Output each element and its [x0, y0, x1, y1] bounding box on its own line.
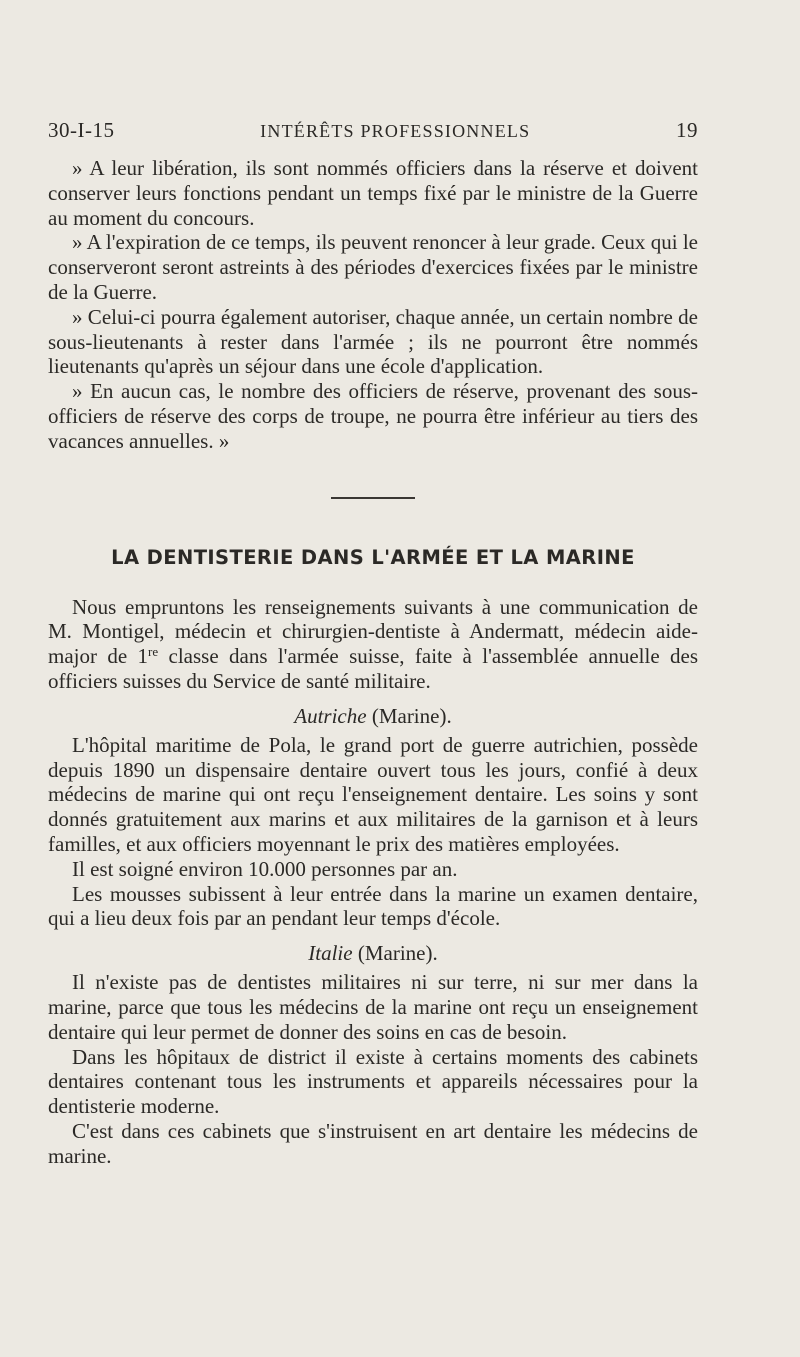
subheading-country: Italie [308, 941, 353, 966]
subheading-qualifier: (Marine). [366, 703, 452, 728]
article-intro [48, 595, 698, 694]
paragraph: Dans les hôpitaux de district il existe à certains moments des cabinets dentaires contenant tous les instruments et appareils nécessaires pour la dentisterie moderne. [48, 1044, 698, 1119]
paragraph: Il n'existe pas de dentistes militaires ni sur terre, ni sur mer dans la marine, parce que tous les médecins de la marine ont reçu un enseignement dentaire qui leur permet de donner des soins en cas de besoin. [48, 970, 698, 1044]
continuation-text [48, 156, 698, 454]
paragraph: » En aucun cas, le nombre des officiers de réserve, provenant des sous-officiers de réserve des corps de troupe, ne pourra être inférieur au tiers des vacances annuelles. » [48, 379, 698, 453]
paragraph: » A l'expiration de ce temps, ils peuvent renoncer à leur grade. Ceux qui le conserveront seront astreints à des périodes d'exercices fixées par le ministre de la Guerre. [48, 230, 698, 304]
paragraph: Les mousses subissent à leur entrée dans la marine un examen dentaire, qui a lieu deux fois par an pendant leur temps d'école. [48, 881, 698, 931]
running-head [48, 118, 698, 148]
paragraph: Il est soigné environ 10.000 personnes par an. [72, 856, 458, 881]
intro-text-end: classe dans l'armée suisse, faite à l'assemblée annuelle des officiers suisses du Service de santé militaire. [48, 644, 698, 693]
section-divider [331, 497, 415, 499]
paragraph: C'est dans ces cabinets que s'instruisent en art dentaire les médecins de marine. [48, 1118, 698, 1168]
ordinal-superscript: re [148, 644, 159, 660]
section-austria [48, 733, 698, 931]
page [48, 118, 698, 1169]
article-title: LA DENTISTERIE DANS L'ARMÉE ET LA MARINE [111, 545, 635, 569]
intro-text: Nous empruntons les renseignements suivants à une communication de M. Montigel, médecin et chirurgien-dentiste à Andermatt, médecin aide-major de 1 [48, 594, 698, 669]
subheading-qualifier: (Marine). [352, 941, 438, 966]
paragraph: » A leur libération, ils sont nommés officiers dans la réserve et doivent conserver leurs fonctions pendant un temps fixé par le ministre de la Guerre au moment du concours. [48, 156, 698, 230]
paragraph: » Celui-ci pourra également autoriser, chaque année, un certain nombre de sous-lieutenants à rester dans l'armée ; ils ne pourront être nommés lieutenants qu'après un séjour dans une école d'application. [48, 304, 698, 379]
page-number: 19 [676, 118, 698, 142]
article-body [48, 595, 698, 1169]
subheading-country: Autriche [294, 703, 367, 728]
subheading-italy [48, 941, 698, 966]
subheading-austria [48, 704, 698, 729]
paragraph: L'hôpital maritime de Pola, le grand port de guerre autrichien, possède depuis 1890 un dispensaire dentaire ouvert tous les jours, confié à deux médecins de marine qui ont reçu l'enseignement dentaire. Les soins y sont donnés gratuitement aux marins et aux militaires de la garnison et à leurs familles, et aux officiers moyennant le prix des matières employées. [48, 732, 698, 856]
header-date: 30-I-15 [48, 118, 115, 142]
header-title: INTÉRÊTS PROFESSIONNELS [260, 121, 531, 141]
section-italy [48, 970, 698, 1168]
